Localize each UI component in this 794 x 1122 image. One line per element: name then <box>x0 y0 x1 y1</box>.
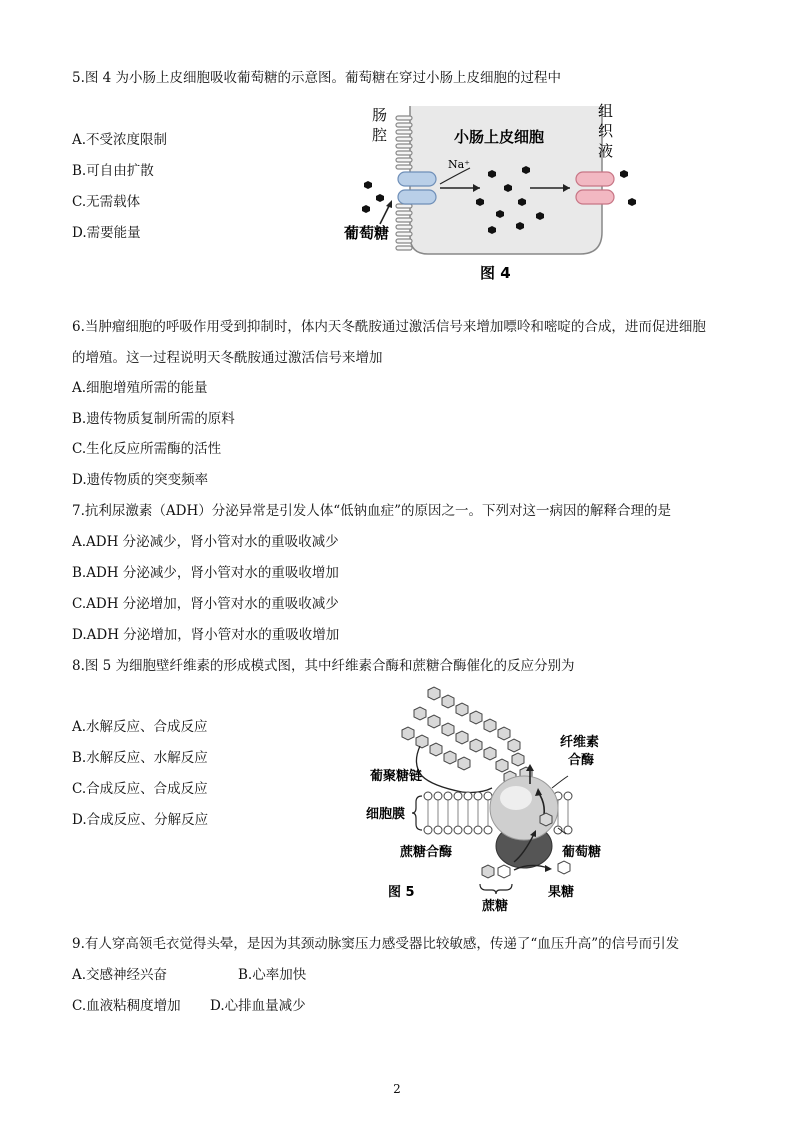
fig5-cellulose-synthase-label-1: 纤维素 <box>560 735 600 750</box>
fig4-cell-label: 小肠上皮细胞 <box>454 128 545 146</box>
q8-option-a: A.水解反应、合成反应 <box>72 719 208 735</box>
fig4-fluid-label-1: 组 <box>598 102 614 120</box>
q6-stem-line-1: 6.当肿瘤细胞的呼吸作用受到抑制时，体内天冬酰胺通过激活信号来增加嘌呤和嘧啶的合成，进而促进细胞 <box>72 319 706 335</box>
fig4-sodium-label: Na⁺ <box>448 158 470 171</box>
q8-option-b: B.水解反应、水解反应 <box>72 750 208 766</box>
fig4-fluid-label-2: 织 <box>598 122 614 140</box>
fig5-fructose-label: 果糖 <box>548 885 575 900</box>
q8-option-d: D.合成反应、分解反应 <box>72 812 209 828</box>
q6-stem-line-2: 的增殖。这一过程说明天冬酰胺通过激活信号来增加 <box>72 350 383 366</box>
fig4-lumen-label-2: 腔 <box>372 126 388 144</box>
q5-option-b: B.可自由扩散 <box>72 163 154 179</box>
q7-option-b: B.ADH 分泌减少，肾小管对水的重吸收增加 <box>72 565 339 581</box>
fig5-sucrose-synthase-label: 蔗糖合酶 <box>400 845 453 860</box>
q5-option-d: D.需要能量 <box>72 225 141 241</box>
fig5-glucose-label: 葡萄糖 <box>562 845 602 860</box>
fig5-caption: 图 5 <box>388 885 415 900</box>
q6-option-c: C.生化反应所需酶的活性 <box>72 441 222 457</box>
fig4-fluid-label-3: 液 <box>598 142 614 160</box>
q6-option-b: B.遗传物质复制所需的原料 <box>72 411 235 427</box>
q7-option-c: C.ADH 分泌增加，肾小管对水的重吸收减少 <box>72 596 339 612</box>
q7-stem: 7.抗利尿激素（ADH）分泌异常是引发人体“低钠血症”的原因之一。下列对这一病因的解释合理的是 <box>72 503 672 519</box>
fig5-membrane-label: 细胞膜 <box>366 807 406 822</box>
q9-option-c: C.血液粘稠度增加 <box>72 998 181 1014</box>
fig5-glucan-chain-label: 葡聚糖链 <box>370 769 423 784</box>
q8-option-c: C.合成反应、合成反应 <box>72 781 208 797</box>
q5-option-a: A.不受浓度限制 <box>72 132 168 148</box>
figure-5-cellulose-formation <box>362 684 632 914</box>
q8-stem: 8.图 5 为细胞壁纤维素的形成模式图，其中纤维素合酶和蔗糖合酶催化的反应分别为 <box>72 658 575 674</box>
q9-stem: 9.有人穿高领毛衣觉得头晕，是因为其颈动脉窦压力感受器比较敏感，传递了“血压升高”的信号而引发 <box>72 936 680 952</box>
q6-option-d: D.遗传物质的突变频率 <box>72 472 209 488</box>
q6-option-a: A.细胞增殖所需的能量 <box>72 380 208 396</box>
q5-option-c: C.无需载体 <box>72 194 141 210</box>
fig4-lumen-label-1: 肠 <box>372 106 388 124</box>
q5-stem: 5.图 4 为小肠上皮细胞吸收葡萄糖的示意图。葡萄糖在穿过小肠上皮细胞的过程中 <box>72 70 562 86</box>
fig5-cellulose-synthase-label-2: 合酶 <box>568 753 595 768</box>
page-number: 2 <box>393 1082 401 1096</box>
q9-option-d: D.心排血量减少 <box>210 998 306 1014</box>
figure-4-glucose-absorption <box>340 96 640 286</box>
fig5-sucrose-label: 蔗糖 <box>482 899 509 914</box>
fig4-caption: 图 4 <box>480 264 511 282</box>
q7-option-a: A.ADH 分泌减少，肾小管对水的重吸收减少 <box>72 534 339 550</box>
q9-option-a: A.交感神经兴奋 <box>72 967 168 983</box>
fig4-glucose-label: 葡萄糖 <box>344 224 390 242</box>
q9-option-b: B.心率加快 <box>238 967 307 983</box>
q7-option-d: D.ADH 分泌增加，肾小管对水的重吸收增加 <box>72 627 340 643</box>
